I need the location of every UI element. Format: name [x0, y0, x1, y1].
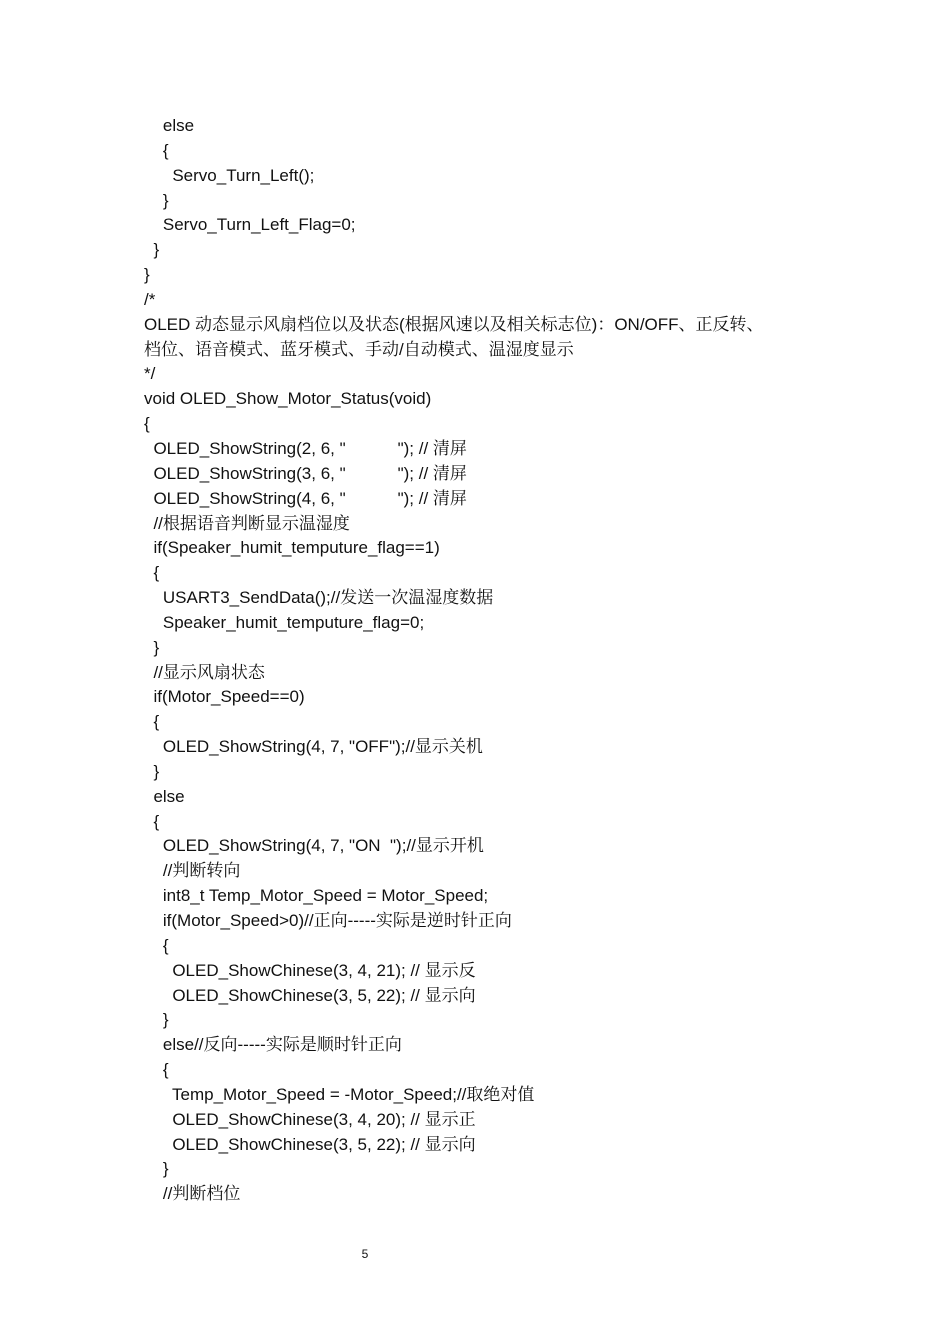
code-line: }: [144, 190, 169, 210]
code-line: */: [144, 364, 156, 384]
code-line: if(Motor_Speed>0)//正向-----实际是逆时针正向: [144, 911, 512, 930]
code-line: else: [144, 116, 195, 135]
code-line: {: [144, 563, 160, 583]
code-line: /*: [144, 289, 156, 309]
code-line: if(Speaker_humit_temputure_flag==1): [144, 538, 440, 558]
code-line: OLED_ShowChinese(3, 5, 22); // 显示向: [144, 1134, 476, 1154]
code-line: OLED_ShowString(3, 6, " "); // 清屏: [144, 463, 467, 483]
code-line: }: [144, 1010, 169, 1030]
code-line: OLED_ShowChinese(3, 5, 22); // 显示向: [144, 985, 476, 1005]
code-line: if(Motor_Speed==0): [144, 687, 305, 707]
code-line: {: [144, 140, 169, 160]
code-line: OLED_ShowString(4, 6, " "); // 清屏: [144, 488, 467, 508]
code-line: int8_t Temp_Motor_Speed = Motor_Speed;: [144, 886, 489, 906]
code-line: {: [144, 414, 150, 434]
code-line: Temp_Motor_Speed = -Motor_Speed;//取绝对值: [144, 1084, 535, 1104]
code-line: OLED_ShowChinese(3, 4, 20); // 显示正: [144, 1109, 476, 1129]
code-line: else//反向-----实际是顺时针正向: [144, 1035, 402, 1055]
code-line: void OLED_Show_Motor_Status(void): [144, 389, 432, 409]
code-line: }: [144, 1159, 169, 1179]
code-line: {: [144, 712, 160, 732]
code-line: else: [144, 786, 185, 806]
code-listing: [144, 114, 904, 1207]
code-line: //判断转向: [144, 861, 241, 881]
page-number: 5: [361, 1247, 369, 1261]
code-line: Servo_Turn_Left_Flag=0;: [144, 215, 356, 235]
code-line: OLED 动态显示风扇档位以及状态(根据风速以及相关标志位)：ON/OFF、正反转、: [144, 314, 764, 334]
code-line: }: [144, 637, 160, 657]
code-line: {: [144, 1060, 169, 1080]
code-line: OLED_ShowString(2, 6, " "); // 清屏: [144, 438, 467, 458]
code-line: //显示风扇状态: [144, 662, 265, 682]
code-line: 档位、语音模式、蓝牙模式、手动/自动模式、温湿度显示: [144, 339, 574, 359]
code-line: //判断档位: [144, 1184, 241, 1204]
code-line: {: [144, 935, 169, 955]
code-line: OLED_ShowChinese(3, 4, 21); // 显示反: [144, 960, 476, 980]
code-line: }: [144, 761, 160, 781]
code-line: {: [144, 811, 160, 831]
code-line: }: [144, 240, 160, 260]
code-line: }: [144, 265, 150, 285]
code-line: Servo_Turn_Left();: [144, 165, 315, 185]
code-line: //根据语音判断显示温湿度: [144, 513, 350, 533]
code-line: OLED_ShowString(4, 7, "ON ");//显示开机: [144, 836, 484, 856]
code-line: Speaker_humit_temputure_flag=0;: [144, 612, 425, 632]
code-line: USART3_SendData();//发送一次温湿度数据: [144, 588, 494, 608]
code-line: OLED_ShowString(4, 7, "OFF");//显示关机: [144, 737, 483, 757]
